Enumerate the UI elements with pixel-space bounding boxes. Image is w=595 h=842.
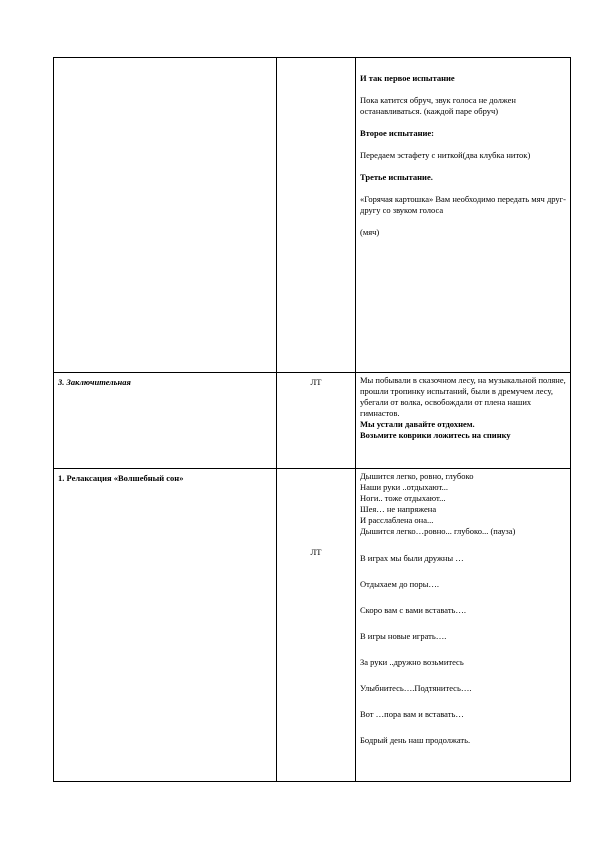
relaxation-line: И расслаблена она... <box>360 515 434 525</box>
section-code: ЛТ <box>310 547 322 557</box>
relaxation-verse: Улыбнитесь….Подтянитесь…. <box>360 683 472 693</box>
relaxation-verse: Вот …пора вам и вставать… <box>360 709 464 719</box>
relaxation-line: Шея… не напряжена <box>360 504 437 514</box>
activity-cell <box>54 58 277 373</box>
narration-text: Мы побывали в сказочном лесу, на музыкальной поляне, прошли тропинку испытаний, были в дремучем лесу, убегали от волка, освобождали от плена наших гимнастов. <box>360 375 566 418</box>
table-row <box>54 373 571 469</box>
instruction-text: Возьмите коврики ложитесь на спинку <box>360 430 511 440</box>
relaxation-verse: Скоро вам с вами вставать…. <box>360 605 467 615</box>
relaxation-verse: В играх мы были дружны … <box>360 553 464 563</box>
section-code: ЛТ <box>310 377 322 387</box>
relaxation-line: Дышится легко, ровно, глубоко <box>360 471 474 481</box>
trial-heading: И так первое испытание <box>360 73 455 83</box>
content-cell <box>356 469 571 782</box>
relaxation-line: Наши руки ..отдыхают... <box>360 482 448 492</box>
trial-heading: Третье испытание. <box>360 172 433 182</box>
instruction-text: Мы устали давайте отдохнем. <box>360 419 475 429</box>
trial-text: (мяч) <box>360 227 380 237</box>
section-title: 3. Заключительная <box>58 377 131 387</box>
table-row <box>54 58 571 373</box>
content-cell <box>356 373 571 469</box>
lesson-plan-table <box>53 57 571 782</box>
code-cell <box>277 373 356 469</box>
trial-text: «Горячая картошка» Вам необходимо передать мяч друг-другу со звуком голоса <box>360 194 566 215</box>
trial-heading: Второе испытание: <box>360 128 434 138</box>
relaxation-verse: Отдыхаем до поры…. <box>360 579 440 589</box>
table-row <box>54 469 571 782</box>
relaxation-line: Ноги.. тоже отдыхают... <box>360 493 446 503</box>
relaxation-verse: В игры новые играть…. <box>360 631 447 641</box>
relaxation-verse: За руки ..дружно возьмитесь <box>360 657 464 667</box>
activity-cell <box>54 373 277 469</box>
relaxation-line: Дышится легко…ровно... глубоко... (пауза) <box>360 526 516 536</box>
code-cell <box>277 58 356 373</box>
code-cell <box>277 469 356 782</box>
section-title: 1. Релаксация «Волшебный сон» <box>58 473 184 483</box>
trial-text: Передаем эстафету с ниткой(два клубка ниток) <box>360 150 531 160</box>
trial-text: Пока катится обруч, звук голоса не должен останавливаться. (каждой паре обруч) <box>360 95 516 116</box>
content-cell <box>356 58 571 373</box>
relaxation-verse: Бодрый день наш продолжать. <box>360 735 471 745</box>
activity-cell <box>54 469 277 782</box>
